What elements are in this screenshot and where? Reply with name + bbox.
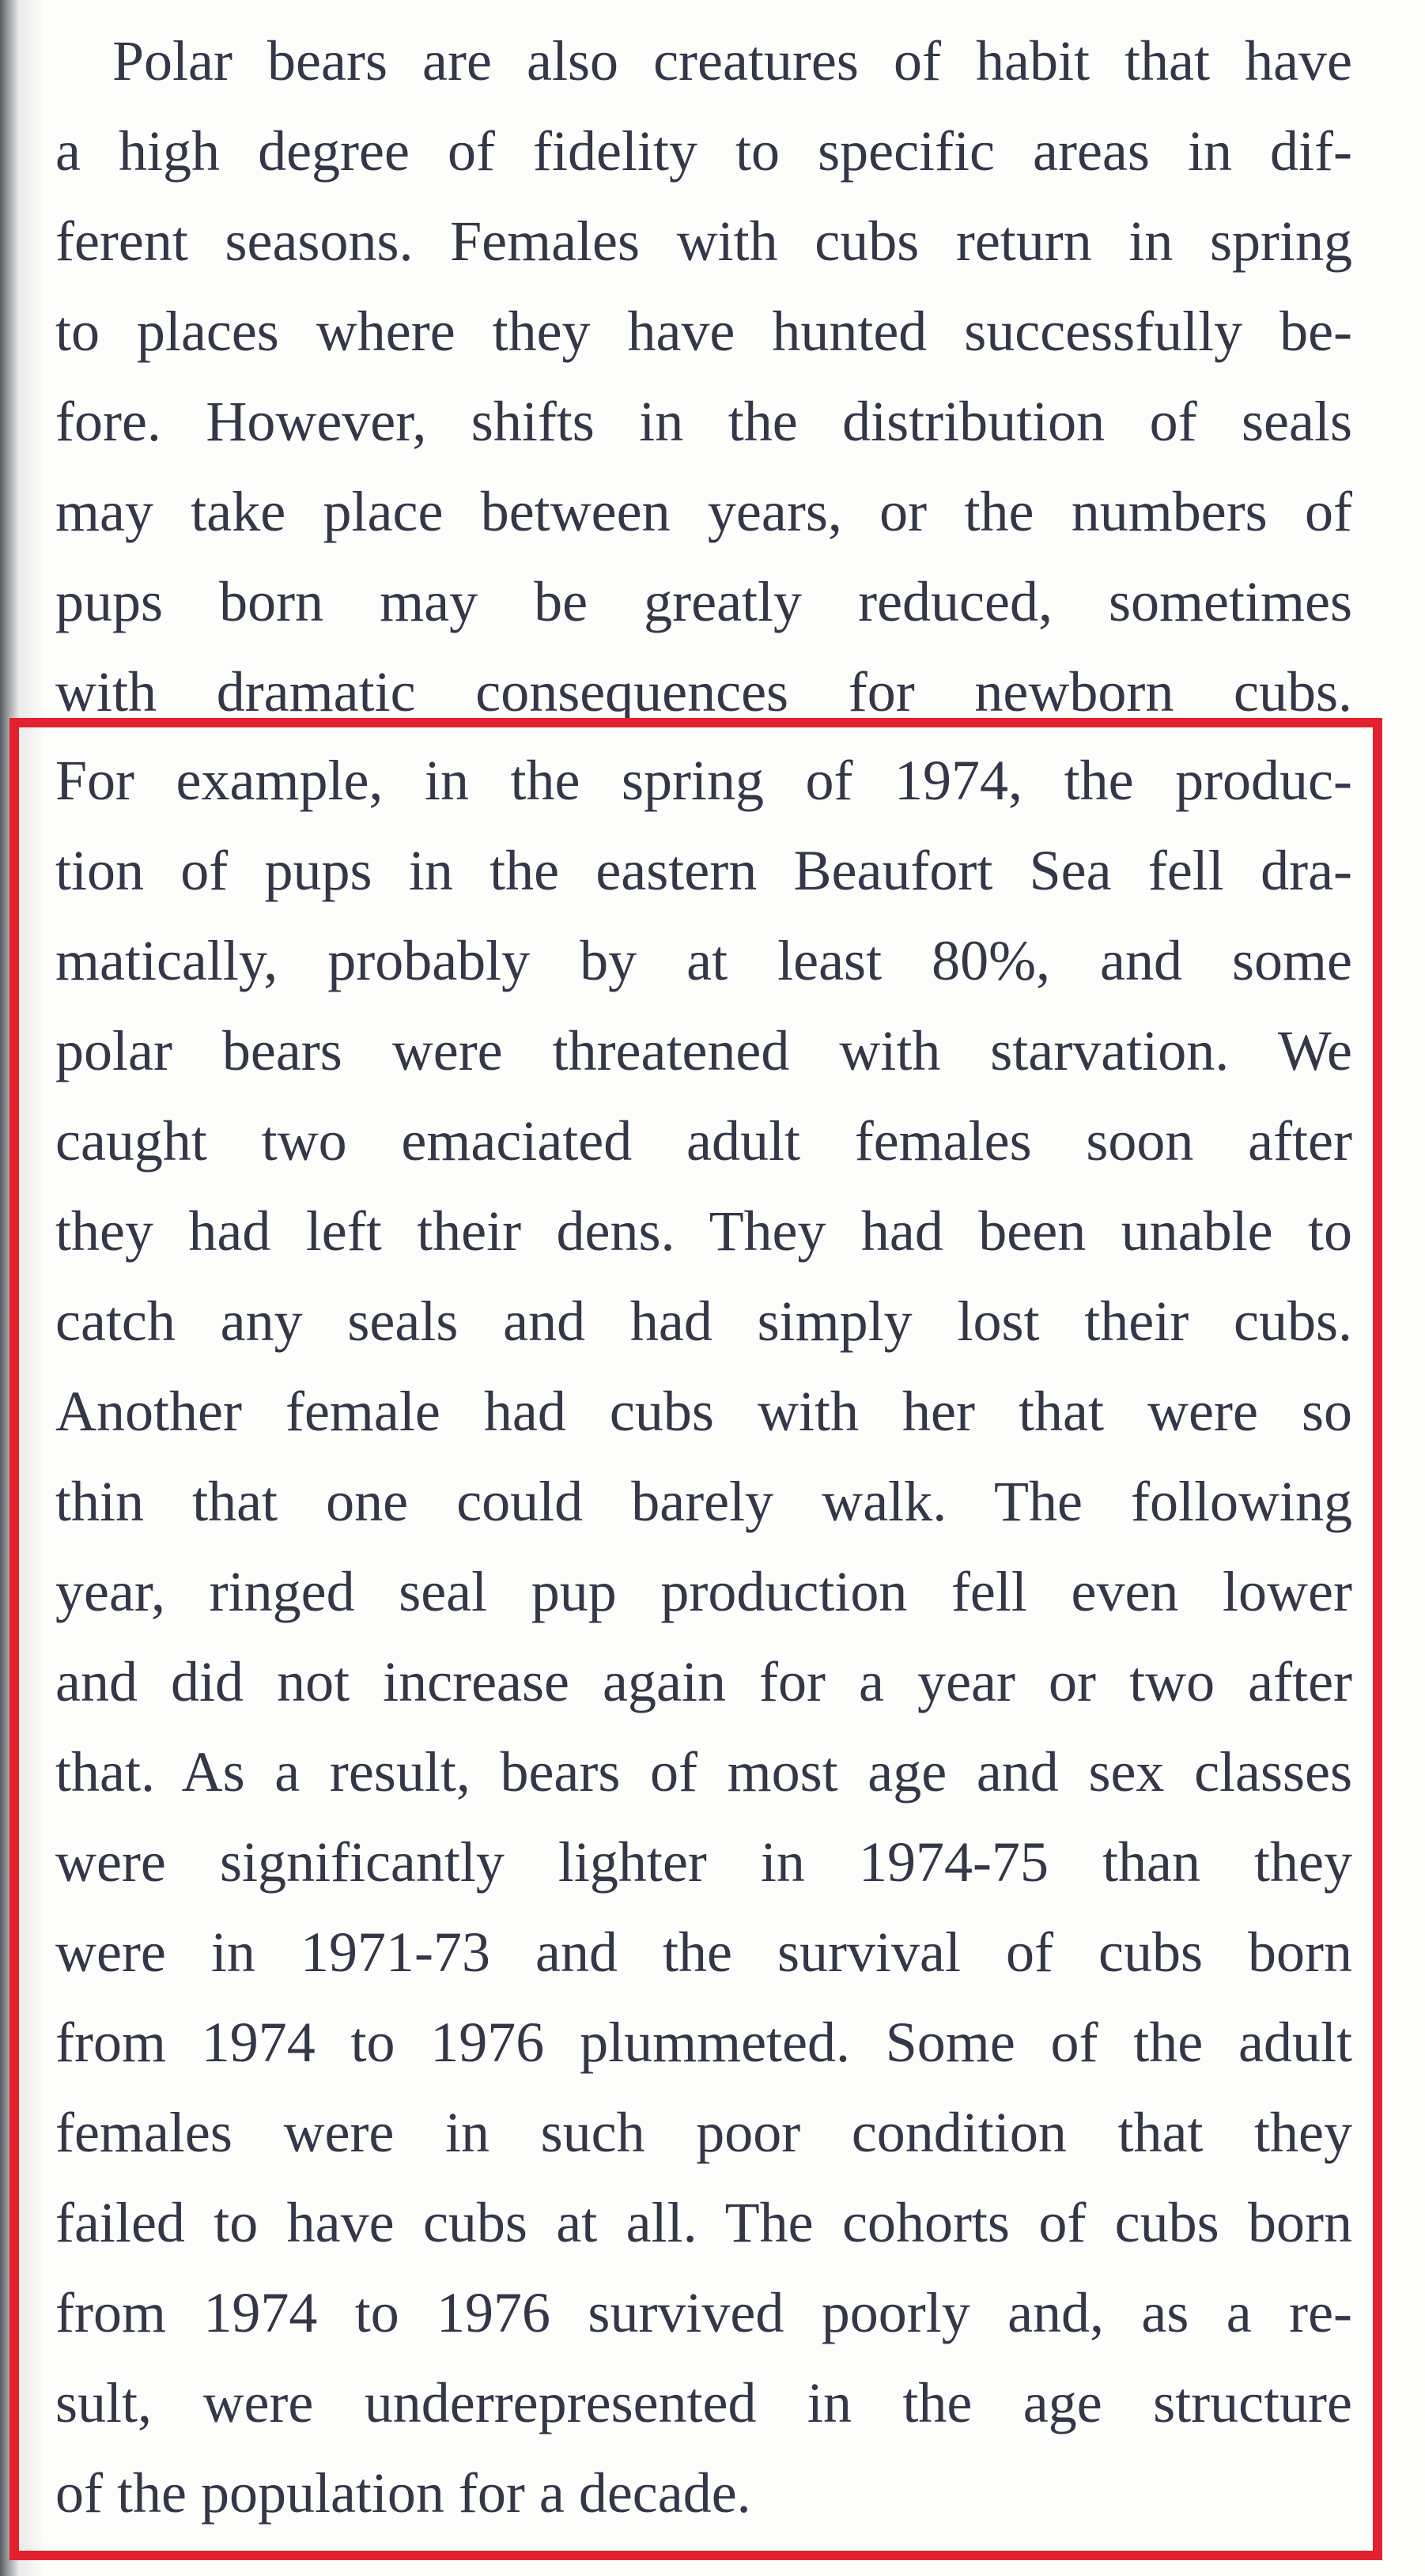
- paragraph-line: Polar bears are also creatures of habit that have: [112, 29, 1352, 93]
- paragraph-line: pups born may be greatly reduced, sometimes: [55, 570, 1352, 633]
- highlighted-line: and did not increase again for a year or two after: [55, 1650, 1352, 1713]
- highlighted-line: of the population for a decade.: [55, 2461, 751, 2525]
- highlighted-line: were significantly lighter in 1974-75 than they: [55, 1830, 1352, 1894]
- highlighted-line: that. As a result, bears of most age and sex classes: [55, 1740, 1352, 1804]
- highlighted-line: matically, probably by at least 80%, and some: [55, 929, 1352, 992]
- paragraph-line: ferent seasons. Females with cubs return in spring: [55, 210, 1352, 273]
- highlighted-line: from 1974 to 1976 plummeted. Some of the adult: [55, 2011, 1352, 2074]
- highlighted-line: they had left their dens. They had been unable to: [55, 1199, 1352, 1263]
- highlighted-line: Another female had cubs with her that were so: [55, 1380, 1352, 1443]
- top-paragraph: [55, 16, 1352, 737]
- highlighted-paragraph: [55, 735, 1352, 2538]
- paragraph-line: may take place between years, or the numbers of: [55, 480, 1352, 543]
- highlighted-line: sult, were underrepresented in the age structure: [55, 2371, 1352, 2434]
- paragraph-line: fore. However, shifts in the distribution of seals: [55, 390, 1352, 453]
- paragraph-line: to places where they have hunted successfully be-: [55, 300, 1352, 363]
- highlighted-line: polar bears were threatened with starvation. We: [55, 1019, 1352, 1082]
- highlighted-line: were in 1971-73 and the survival of cubs born: [55, 1921, 1352, 1984]
- highlighted-line: failed to have cubs at all. The cohorts of cubs born: [55, 2191, 1352, 2254]
- highlighted-line: tion of pups in the eastern Beaufort Sea fell dra-: [55, 839, 1352, 902]
- highlighted-line: from 1974 to 1976 survived poorly and, as a re-: [55, 2281, 1352, 2344]
- highlighted-line: catch any seals and had simply lost their cubs.: [55, 1290, 1352, 1353]
- highlighted-line: year, ringed seal pup production fell even lower: [55, 1560, 1352, 1623]
- paragraph-line: with dramatic consequences for newborn cubs.: [55, 660, 1352, 723]
- highlighted-line: caught two emaciated adult females soon after: [55, 1109, 1352, 1173]
- highlighted-line: thin that one could barely walk. The following: [55, 1470, 1352, 1533]
- highlighted-line: For example, in the spring of 1974, the produc-: [55, 749, 1352, 812]
- highlighted-line: females were in such poor condition that they: [55, 2101, 1352, 2164]
- paragraph-line: a high degree of fidelity to specific areas in dif-: [55, 119, 1352, 183]
